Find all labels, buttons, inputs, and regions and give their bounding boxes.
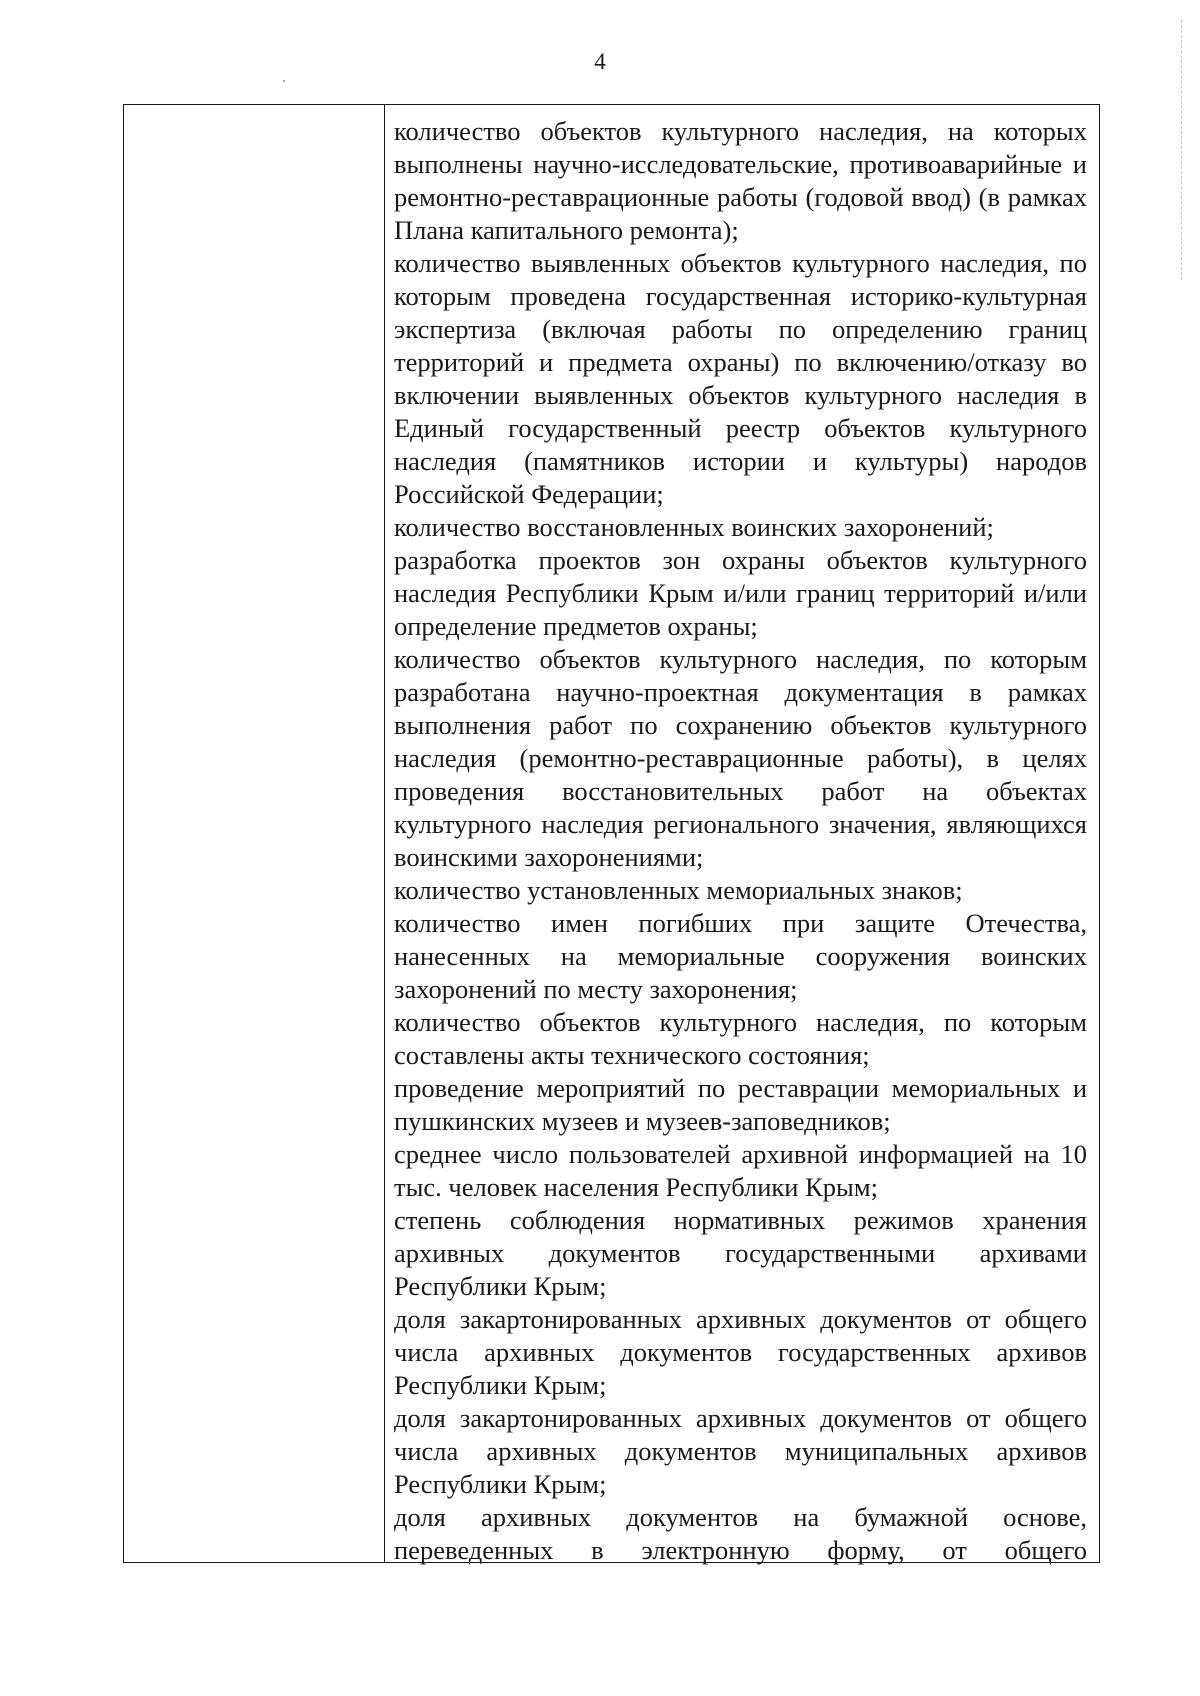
indicator-item: количество восстановленных воинских захоронений; <box>394 512 994 542</box>
indicator-item: проведение мероприятий по реставрации мемориальных и пушкинских музеев и музеев-заповедников; <box>394 1073 1087 1136</box>
indicator-item: доля архивных документов на бумажной основе, переведенных в электронную форму, от общего <box>394 1502 1087 1565</box>
indicator-item: доля закартонированных архивных документов от общего числа архивных документов государственных архивов Республики Крым; <box>394 1304 1087 1400</box>
scan-speck <box>283 80 285 82</box>
scan-edge-mark <box>1180 20 1182 280</box>
indicator-item: количество объектов культурного наследия, на которых выполнены научно-исследовательские, противоаварийные и ремонтно-реставрационные работы (годовой ввод) (в рамках Плана капитального ремонта); <box>394 116 1087 245</box>
column-divider <box>384 105 385 1562</box>
indicator-item: доля закартонированных архивных документов от общего числа архивных документов муниципальных архивов Республики Крым; <box>394 1403 1087 1499</box>
indicator-item: количество объектов культурного наследия, по которым составлены акты технического состояния; <box>394 1007 1087 1070</box>
indicators-table <box>123 104 1100 1563</box>
indicator-item: количество выявленных объектов культурного наследия, по которым проведена государственная историко-культурная экспертиза (включая работы по определению границ территорий и предмета охраны) по включению/отказу во включении выявленных объектов культурного наследия в Единый государственный реестр объектов культурного наследия (памятников истории и культуры) народов Российской Федерации; <box>394 248 1087 509</box>
indicator-item: степень соблюдения нормативных режимов хранения архивных документов государственными архивами Республики Крым; <box>394 1205 1087 1301</box>
table-right-cell <box>386 115 1087 1567</box>
indicator-item: количество объектов культурного наследия, по которым разработана научно-проектная документация в рамках выполнения работ по сохранению объектов культурного наследия (ремонтно-реставрационные работы), в целях проведения восстановительных работ на объектах культурного наследия регионального значения, являющихся воинскими захоронениями; <box>394 644 1087 872</box>
page-number: 4 <box>594 49 606 74</box>
indicator-item: разработка проектов зон охраны объектов культурного наследия Республики Крым и/или границ территорий и/или определение предметов охраны; <box>394 545 1087 641</box>
indicator-item: количество установленных мемориальных знаков; <box>394 875 963 905</box>
indicator-item: количество имен погибших при защите Отечества, нанесенных на мемориальные сооружения воинских захоронений по месту захоронения; <box>394 908 1087 1004</box>
table-left-cell <box>124 105 384 1562</box>
indicator-item: среднее число пользователей архивной информацией на 10 тыс. человек населения Республики Крым; <box>394 1139 1087 1202</box>
